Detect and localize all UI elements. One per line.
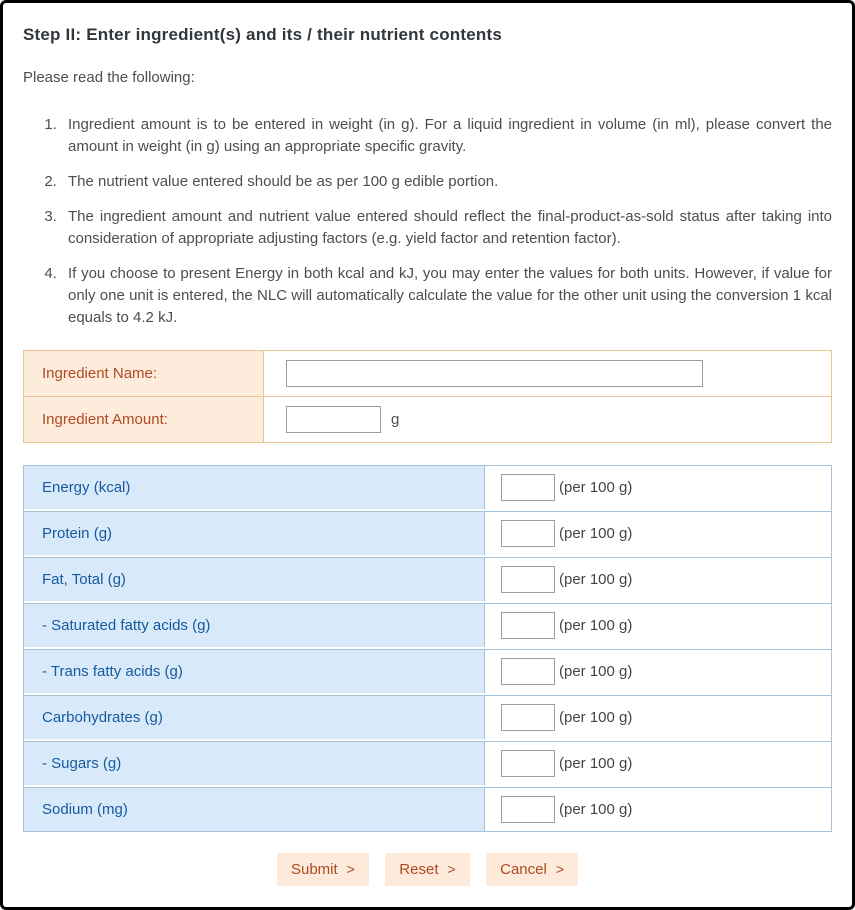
page-title: Step II: Enter ingredient(s) and its / their nutrient contents: [23, 25, 502, 44]
sugars-cell: [485, 742, 831, 785]
reset-button-label: Reset: [399, 861, 439, 878]
per-100g-label: (per 100 g): [559, 709, 633, 726]
sugars-input[interactable]: [501, 750, 555, 777]
saturated-fatty-acids-cell: [485, 604, 831, 647]
trans-fatty-acids-label: - Trans fatty acids (g): [24, 650, 485, 693]
sodium-input[interactable]: [501, 796, 555, 823]
ingredient-name-input[interactable]: [286, 360, 703, 387]
protein-input[interactable]: [501, 520, 555, 547]
protein-cell: [485, 512, 831, 555]
instruction-item: 3. The ingredient amount and nutrient value entered should reflect the final-product-as-sold status after taking into consideration of appropriate adjusting factors (e.g. yield factor and retention factor).: [61, 206, 832, 250]
chevron-right-icon: >: [555, 861, 565, 877]
reset-button[interactable]: [385, 853, 469, 886]
gram-unit-label: g: [391, 411, 400, 428]
ingredient-name-cell: [264, 351, 831, 396]
ingredient-amount-input[interactable]: [286, 406, 381, 433]
submit-button-label: Submit: [290, 861, 338, 878]
nutrient-row: [24, 695, 831, 739]
nutrient-row: [24, 603, 831, 647]
per-100g-label: (per 100 g): [559, 479, 633, 496]
nutrient-row: [24, 466, 831, 509]
nutrient-row: [24, 557, 831, 601]
submit-button[interactable]: [277, 853, 369, 886]
chevron-right-icon: >: [346, 861, 355, 877]
trans-fatty-acids-input[interactable]: [501, 658, 555, 685]
cancel-button[interactable]: [486, 853, 578, 886]
nutrient-row: [24, 511, 831, 555]
per-100g-label: (per 100 g): [559, 617, 633, 634]
nutrient-row: [24, 741, 831, 785]
carbohydrates-label: Carbohydrates (g): [24, 696, 485, 739]
ingredient-amount-cell: [264, 397, 831, 442]
saturated-fatty-acids-input[interactable]: [501, 612, 555, 639]
instructions-list: [23, 114, 832, 329]
per-100g-label: (per 100 g): [559, 801, 633, 818]
fat-total-input[interactable]: [501, 566, 555, 593]
energy-kcal-cell: [485, 466, 831, 509]
energy-kcal-input[interactable]: [501, 474, 555, 501]
intro-text: Please read the following:: [23, 69, 195, 86]
ingredient-name-row: [24, 351, 831, 396]
carbohydrates-cell: [485, 696, 831, 739]
nutrient-row: [24, 787, 831, 831]
instruction-item: 4. If you choose to present Energy in both kcal and kJ, you may enter the values for both units. However, if value for only one unit is entered, the NLC will automatically calculate the value for the other unit using the conversion 1 kcal equals to 4.2 kJ.: [61, 263, 832, 329]
ingredient-amount-row: [24, 396, 831, 442]
instruction-item: 1. Ingredient amount is to be entered in weight (in g). For a liquid ingredient in volume (in ml), please convert the amount in weight (in g) using an appropriate specific gravity.: [61, 114, 832, 158]
fat-total-label: Fat, Total (g): [24, 558, 485, 601]
chevron-right-icon: >: [447, 861, 456, 877]
ingredient-amount-label: Ingredient Amount:: [24, 397, 264, 442]
fat-total-cell: [485, 558, 831, 601]
per-100g-label: (per 100 g): [559, 663, 633, 680]
ingredient-table: [23, 350, 832, 443]
protein-label: Protein (g): [24, 512, 485, 555]
per-100g-label: (per 100 g): [559, 571, 633, 588]
energy-kcal-label: Energy (kcal): [24, 466, 485, 509]
per-100g-label: (per 100 g): [559, 525, 633, 542]
saturated-fatty-acids-label: - Saturated fatty acids (g): [24, 604, 485, 647]
action-buttons: [23, 853, 832, 886]
nutrient-row: [24, 649, 831, 693]
instruction-item: 2. The nutrient value entered should be as per 100 g edible portion.: [61, 171, 832, 193]
trans-fatty-acids-cell: [485, 650, 831, 693]
sugars-label: - Sugars (g): [24, 742, 485, 785]
per-100g-label: (per 100 g): [559, 755, 633, 772]
sodium-cell: [485, 788, 831, 831]
sodium-label: Sodium (mg): [24, 788, 485, 831]
cancel-button-label: Cancel: [500, 861, 547, 878]
carbohydrates-input[interactable]: [501, 704, 555, 731]
ingredient-name-label: Ingredient Name:: [24, 351, 264, 396]
nutrient-table: [23, 465, 832, 832]
